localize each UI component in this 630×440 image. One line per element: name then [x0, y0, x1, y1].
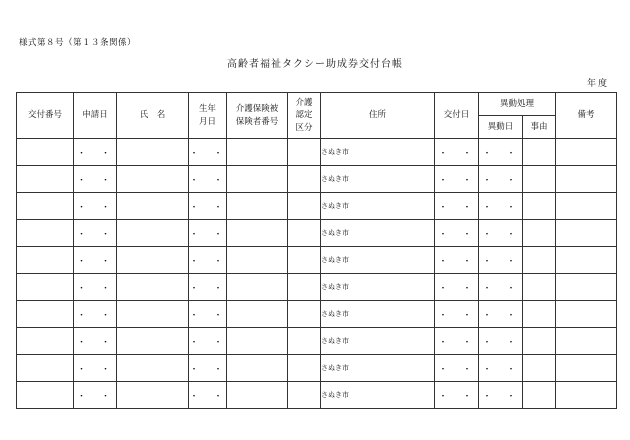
change-reason-cell	[523, 274, 556, 301]
remarks-cell	[556, 355, 617, 382]
name-cell	[117, 139, 189, 166]
remarks-cell	[556, 382, 617, 409]
issue-number-cell	[17, 139, 74, 166]
table-row	[17, 139, 617, 166]
change-reason-cell	[523, 166, 556, 193]
care-level-cell	[288, 382, 321, 409]
insured-number-cell	[227, 274, 288, 301]
insured-number-cell	[227, 193, 288, 220]
header-change-processing: 異動処理	[479, 93, 556, 116]
ledger-table	[16, 92, 617, 409]
header-issue-number: 交付番号	[17, 93, 74, 139]
change-reason-cell	[523, 220, 556, 247]
remarks-cell	[556, 328, 617, 355]
insured-number-cell	[227, 166, 288, 193]
table-row	[17, 301, 617, 328]
change-reason-cell	[523, 355, 556, 382]
issue-number-cell	[17, 355, 74, 382]
issue-number-cell	[17, 301, 74, 328]
header-care-level-line2: 認定	[295, 110, 313, 121]
header-change-reason: 事由	[523, 116, 556, 139]
application-date-cell: ・ ・	[74, 355, 117, 382]
insured-number-cell	[227, 220, 288, 247]
issue-number-cell	[17, 193, 74, 220]
insured-number-cell	[227, 301, 288, 328]
care-level-cell	[288, 301, 321, 328]
issue-date-cell: ・ ・	[435, 247, 479, 274]
header-remarks: 備考	[556, 93, 617, 139]
care-level-cell	[288, 247, 321, 274]
birth-date-cell: ・ ・	[189, 274, 227, 301]
remarks-cell	[556, 274, 617, 301]
change-date-cell: ・ ・	[479, 166, 523, 193]
remarks-cell	[556, 193, 617, 220]
issue-date-cell: ・ ・	[435, 355, 479, 382]
change-date-cell: ・ ・	[479, 274, 523, 301]
header-change-date: 異動日	[479, 116, 523, 139]
table-row	[17, 193, 617, 220]
issue-date-cell: ・ ・	[435, 301, 479, 328]
address-cell: さぬき市	[321, 193, 435, 220]
issue-number-cell	[17, 220, 74, 247]
name-cell	[117, 301, 189, 328]
issue-date-cell: ・ ・	[435, 139, 479, 166]
insured-number-cell	[227, 247, 288, 274]
header-birth-date	[189, 93, 227, 139]
name-cell	[117, 355, 189, 382]
issue-date-cell: ・ ・	[435, 193, 479, 220]
birth-date-cell: ・ ・	[189, 193, 227, 220]
application-date-cell: ・ ・	[74, 247, 117, 274]
birth-date-cell: ・ ・	[189, 247, 227, 274]
care-level-cell	[288, 274, 321, 301]
application-date-cell: ・ ・	[74, 382, 117, 409]
birth-date-cell: ・ ・	[189, 301, 227, 328]
header-care-level-line1: 介護	[295, 98, 313, 109]
address-cell: さぬき市	[321, 301, 435, 328]
change-date-cell: ・ ・	[479, 193, 523, 220]
header-issue-date: 交付日	[435, 93, 479, 139]
insured-number-cell	[227, 328, 288, 355]
issue-date-cell: ・ ・	[435, 274, 479, 301]
care-level-cell	[288, 139, 321, 166]
birth-date-cell: ・ ・	[189, 139, 227, 166]
insured-number-cell	[227, 382, 288, 409]
issue-number-cell	[17, 274, 74, 301]
address-cell: さぬき市	[321, 382, 435, 409]
change-reason-cell	[523, 382, 556, 409]
address-cell: さぬき市	[321, 139, 435, 166]
header-address: 住所	[321, 93, 435, 139]
remarks-cell	[556, 301, 617, 328]
change-reason-cell	[523, 247, 556, 274]
header-birth-date-line2: 月日	[198, 116, 216, 127]
birth-date-cell: ・ ・	[189, 382, 227, 409]
fiscal-year-label: 年度	[586, 79, 609, 89]
issue-number-cell	[17, 328, 74, 355]
change-date-cell: ・ ・	[479, 382, 523, 409]
issue-number-cell	[17, 382, 74, 409]
insured-number-cell	[227, 139, 288, 166]
care-level-cell	[288, 220, 321, 247]
document-title: 高齢者福祉タクシー助成券交付台帳	[227, 59, 403, 70]
issue-date-cell: ・ ・	[435, 166, 479, 193]
remarks-cell	[556, 139, 617, 166]
address-cell: さぬき市	[321, 166, 435, 193]
issue-number-cell	[17, 247, 74, 274]
table-row	[17, 166, 617, 193]
table-row	[17, 220, 617, 247]
header-insured-number-line1: 介護保険被	[235, 104, 279, 115]
table-row	[17, 247, 617, 274]
application-date-cell: ・ ・	[74, 328, 117, 355]
address-cell: さぬき市	[321, 220, 435, 247]
table-row	[17, 328, 617, 355]
issue-date-cell: ・ ・	[435, 328, 479, 355]
table-row	[17, 382, 617, 409]
application-date-cell: ・ ・	[74, 193, 117, 220]
change-date-cell: ・ ・	[479, 301, 523, 328]
address-cell: さぬき市	[321, 247, 435, 274]
change-date-cell: ・ ・	[479, 220, 523, 247]
remarks-cell	[556, 220, 617, 247]
issue-date-cell: ・ ・	[435, 220, 479, 247]
address-cell: さぬき市	[321, 328, 435, 355]
change-reason-cell	[523, 139, 556, 166]
change-reason-cell	[523, 301, 556, 328]
change-reason-cell	[523, 193, 556, 220]
name-cell	[117, 247, 189, 274]
care-level-cell	[288, 328, 321, 355]
application-date-cell: ・ ・	[74, 139, 117, 166]
issue-number-cell	[17, 166, 74, 193]
care-level-cell	[288, 166, 321, 193]
name-cell	[117, 193, 189, 220]
remarks-cell	[556, 166, 617, 193]
header-application-date: 申請日	[74, 93, 117, 139]
birth-date-cell: ・ ・	[189, 166, 227, 193]
name-cell	[117, 328, 189, 355]
table-row	[17, 274, 617, 301]
application-date-cell: ・ ・	[74, 166, 117, 193]
address-cell: さぬき市	[321, 274, 435, 301]
insured-number-cell	[227, 355, 288, 382]
name-cell	[117, 166, 189, 193]
table-row	[17, 355, 617, 382]
birth-date-cell: ・ ・	[189, 220, 227, 247]
change-reason-cell	[523, 328, 556, 355]
application-date-cell: ・ ・	[74, 301, 117, 328]
header-birth-date-line1: 生年	[198, 104, 216, 115]
application-date-cell: ・ ・	[74, 220, 117, 247]
address-cell: さぬき市	[321, 355, 435, 382]
change-date-cell: ・ ・	[479, 355, 523, 382]
change-date-cell: ・ ・	[479, 247, 523, 274]
name-cell	[117, 382, 189, 409]
header-insured-number-line2: 保険者番号	[235, 116, 279, 127]
name-cell	[117, 220, 189, 247]
header-insured-number	[227, 93, 288, 139]
remarks-cell	[556, 247, 617, 274]
application-date-cell: ・ ・	[74, 274, 117, 301]
birth-date-cell: ・ ・	[189, 355, 227, 382]
care-level-cell	[288, 355, 321, 382]
change-date-cell: ・ ・	[479, 328, 523, 355]
issue-date-cell: ・ ・	[435, 382, 479, 409]
change-date-cell: ・ ・	[479, 139, 523, 166]
form-number: 様式第８号（第１３条関係）	[19, 38, 137, 48]
header-name: 氏 名	[117, 93, 189, 139]
care-level-cell	[288, 193, 321, 220]
birth-date-cell: ・ ・	[189, 328, 227, 355]
name-cell	[117, 274, 189, 301]
header-care-level-line3: 区分	[295, 122, 313, 133]
header-care-level	[288, 93, 321, 139]
